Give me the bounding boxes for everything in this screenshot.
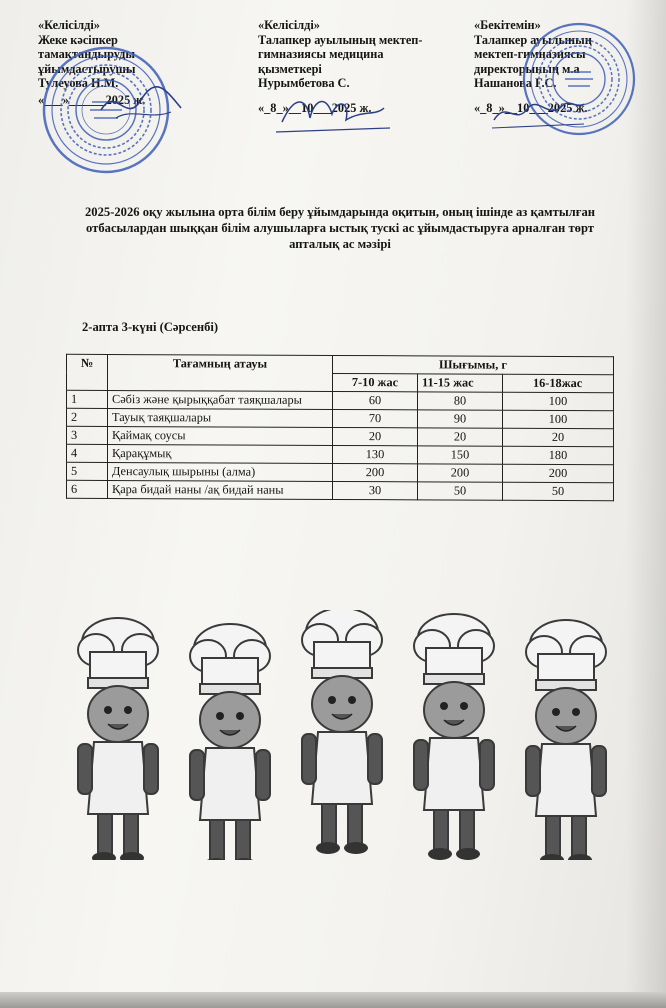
column-header-age-16-18: 16-18жас	[503, 374, 614, 392]
approval-line: қызметкері	[258, 61, 322, 76]
table-row	[67, 462, 614, 482]
table-row	[67, 480, 614, 500]
yield-age-7-10: 60	[333, 391, 418, 409]
yield-age-11-15: 150	[418, 446, 503, 464]
approval-signer-name: Нурымбетова С.	[258, 76, 350, 91]
child-chef-3	[302, 610, 382, 854]
yield-age-11-15: 200	[418, 464, 503, 482]
yield-age-7-10: 130	[333, 445, 418, 463]
child-chef-4	[414, 614, 494, 860]
column-header-age-7-10: 7-10 жас	[333, 373, 418, 391]
table-row	[67, 408, 614, 428]
column-header-dish: Тағамның атауы	[108, 354, 333, 391]
approval-line: ұйымдастырушы	[38, 61, 136, 76]
approval-line: мектеп-гимназиясы	[474, 47, 586, 62]
dish-name: Тауық таяқшалары	[108, 408, 333, 427]
approval-date: «_8_»__10___2025 ж.	[258, 100, 372, 115]
day-subtitle: 2-апта 3-күні (Сәрсенбі)	[82, 320, 219, 334]
yield-age-16-18: 200	[503, 464, 614, 482]
dish-name: Қаймақ соусы	[108, 426, 333, 445]
column-header-yield: Шығымы, г	[333, 355, 614, 374]
table-row	[67, 390, 614, 410]
dish-name: Сәбіз және қырыққабат таяқшалары	[108, 390, 333, 409]
yield-age-11-15: 90	[418, 410, 503, 428]
signature-icon	[488, 90, 588, 134]
table-row	[67, 444, 614, 464]
child-chef-1	[78, 618, 158, 860]
child-chefs-illustration	[70, 610, 650, 860]
approval-heading: «Келісілді»	[38, 18, 100, 32]
row-number: 1	[67, 390, 108, 408]
page-shadow	[626, 0, 666, 1008]
row-number: 3	[67, 426, 108, 444]
signature-icon	[272, 88, 392, 136]
approval-heading: «Келісілді»	[258, 18, 320, 32]
approval-line: Талапкер ауылының мектеп-	[258, 32, 423, 47]
column-header-number: №	[67, 354, 108, 390]
table-header-row	[67, 354, 614, 374]
yield-age-11-15: 50	[418, 482, 503, 500]
approval-signer-name: Тулеуова Н.М.	[38, 76, 119, 91]
approval-line: Талапкер ауылының	[474, 32, 592, 47]
dish-name: Қара бидай наны /ақ бидай наны	[108, 480, 333, 499]
table-row	[67, 426, 614, 446]
row-number: 4	[67, 444, 108, 462]
table-surface	[0, 992, 666, 1008]
row-number: 2	[67, 408, 108, 426]
dish-name: Қарақұмық	[108, 444, 333, 463]
row-number: 5	[67, 462, 108, 480]
approval-heading: «Бекітемін»	[474, 18, 541, 32]
approval-signer-name: Нашанова Г.С.	[474, 76, 557, 91]
column-header-age-11-15: 11-15 жас	[418, 374, 503, 392]
yield-age-7-10: 70	[333, 409, 418, 427]
yield-age-16-18: 180	[503, 446, 614, 464]
approval-line: Жеке кәсіпкер	[38, 32, 118, 47]
yield-age-16-18: 100	[503, 410, 614, 428]
approval-line: гимназиясы медицина	[258, 47, 384, 62]
yield-age-7-10: 30	[333, 481, 418, 499]
yield-age-7-10: 20	[333, 427, 418, 445]
yield-age-11-15: 20	[418, 428, 503, 446]
child-chef-2	[190, 624, 270, 860]
approval-date: «___»______2025 ж.	[38, 92, 146, 107]
dish-name: Денсаулық шырыны (алма)	[108, 462, 333, 481]
yield-age-16-18: 50	[503, 482, 614, 500]
signature-icon	[96, 80, 186, 130]
yield-age-16-18: 20	[503, 428, 614, 446]
child-chef-5	[526, 620, 606, 860]
document-title: 2025-2026 оқу жылына орта білім беру ұйымдарында оқитын, оның ішінде аз қамтылған отбасылардан шыққан білім алушыларға ыстық тускі ас ұйымдастыруға арналған төрт апталық ас мәзірі	[85, 205, 595, 251]
menu-table	[66, 354, 614, 501]
approval-date: «_8_»__10___2025 ж.	[474, 100, 588, 115]
row-number: 6	[67, 480, 108, 498]
approval-line: директорының м.а	[474, 61, 580, 76]
yield-age-7-10: 200	[333, 463, 418, 481]
yield-age-11-15: 80	[418, 392, 503, 410]
approval-line: тамақтандыруды	[38, 47, 135, 62]
yield-age-16-18: 100	[503, 392, 614, 410]
